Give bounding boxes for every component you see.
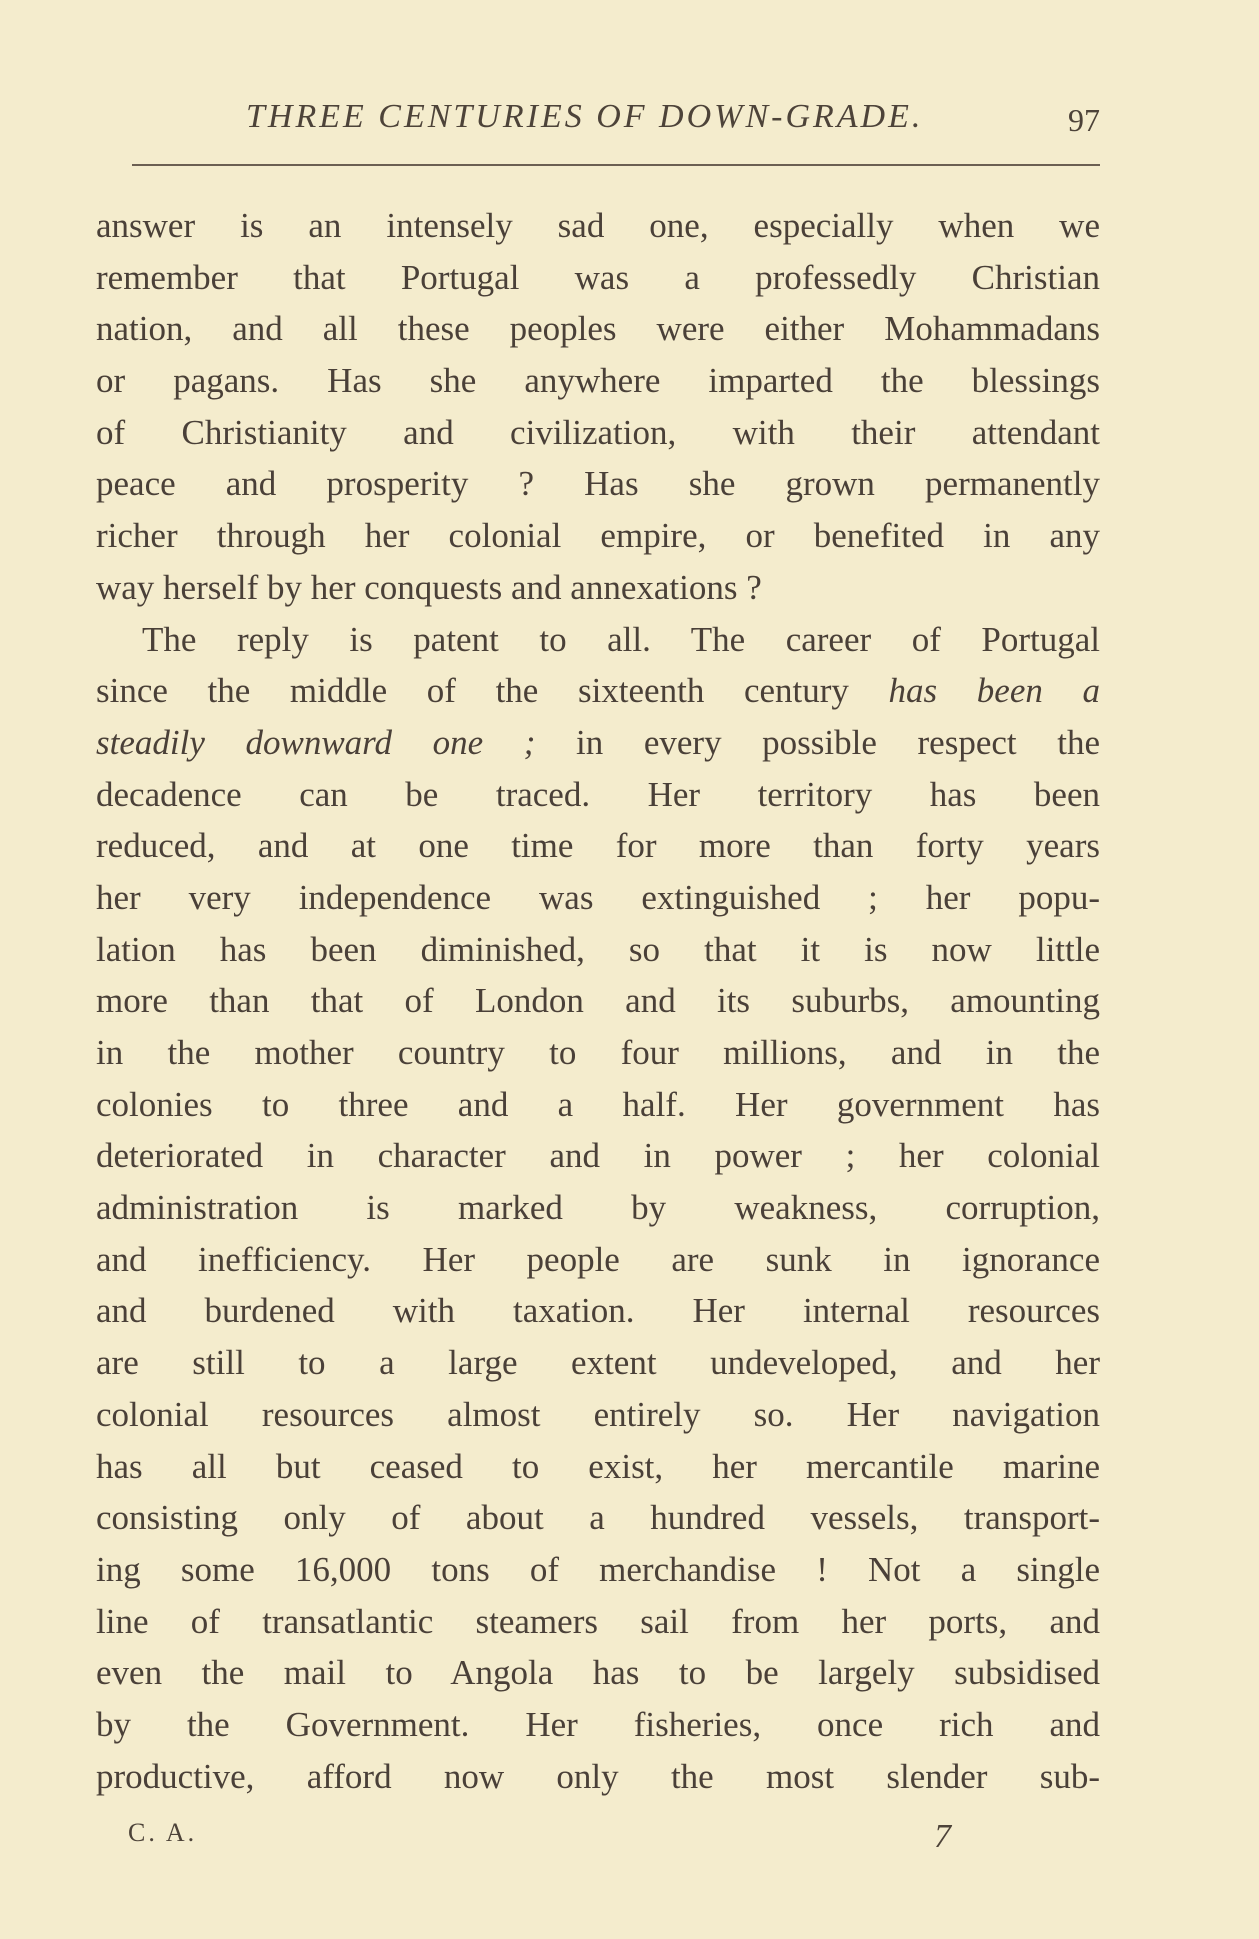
text-line: ing some 16,000 tons of merchandise ! Not a single (96, 1549, 1100, 1589)
text-line: answer is an intensely sad one, especially when we (96, 206, 1100, 245)
text-line: richer through her colonial empire, or benefited in any (96, 516, 1100, 556)
text-line: decadence can be traced. Her territory has been (96, 774, 1100, 814)
signature-mark: C. A. (128, 1818, 198, 1847)
page-header (96, 98, 1100, 148)
text-line: colonial resources almost entirely so. Her navigation (96, 1394, 1100, 1434)
text-line: has all but ceased to exist, her mercantile marine (96, 1446, 1100, 1486)
text-line: and burdened with taxation. Her internal resources (96, 1291, 1100, 1331)
text-line: The reply is patent to all. The career of Portugal (142, 619, 1100, 659)
text-line: deteriorated in character and in power ; her colonial (96, 1136, 1100, 1176)
body-text (96, 200, 1100, 1802)
running-title: THREE CENTURIES OF DOWN-GRADE. (246, 98, 924, 135)
text-line: of Christianity and civilization, with their attendant (96, 412, 1100, 452)
text-line: her very independence was extinguished ; her popu- (96, 877, 1100, 917)
text-line: lation has been diminished, so that it is now little (96, 929, 1100, 969)
text-line: or pagans. Has she anywhere imparted the blessings (96, 361, 1100, 401)
text-line: consisting only of about a hundred vessels, transport- (96, 1498, 1100, 1538)
text-line: by the Government. Her fisheries, once rich and (96, 1704, 1100, 1744)
text-line: peace and prosperity ? Has she grown permanently (96, 464, 1100, 504)
text-line: way herself by her conquests and annexations ? (96, 567, 762, 607)
header-rule (132, 164, 1100, 166)
text-line: and inefficiency. Her people are sunk in ignorance (96, 1239, 1100, 1279)
text-line-mixed (96, 665, 1100, 717)
text-line: even the mail to Angola has to be largely subsidised (96, 1653, 1100, 1693)
text-line: more than that of London and its suburbs, amounting (96, 981, 1100, 1021)
text-line: nation, and all these peoples were either Mohammadans (96, 309, 1100, 349)
text-segment: in every possible respect the (576, 722, 1100, 762)
text-line: productive, afford now only the most slender sub- (96, 1756, 1100, 1796)
text-line: in the mother country to four millions, and in the (96, 1033, 1100, 1072)
text-line: are still to a large extent undeveloped, and her (96, 1343, 1100, 1383)
italic-segment: has been a (888, 671, 1101, 711)
text-line: reduced, and at one time for more than forty years (96, 826, 1100, 866)
text-line-mixed (96, 717, 1100, 769)
text-line: line of transatlantic steamers sail from her ports, and (96, 1601, 1100, 1641)
text-line: remember that Portugal was a professedly Christian (96, 257, 1100, 297)
italic-segment: steadily downward one ; (96, 722, 536, 762)
page-number: 97 (1068, 102, 1100, 138)
text-segment: since the middle of the sixteenth century (96, 671, 849, 711)
sheet-number: 7 (934, 1818, 951, 1855)
text-line: colonies to three and a half. Her government has (96, 1084, 1100, 1124)
text-line: administration is marked by weakness, corruption, (96, 1188, 1100, 1228)
